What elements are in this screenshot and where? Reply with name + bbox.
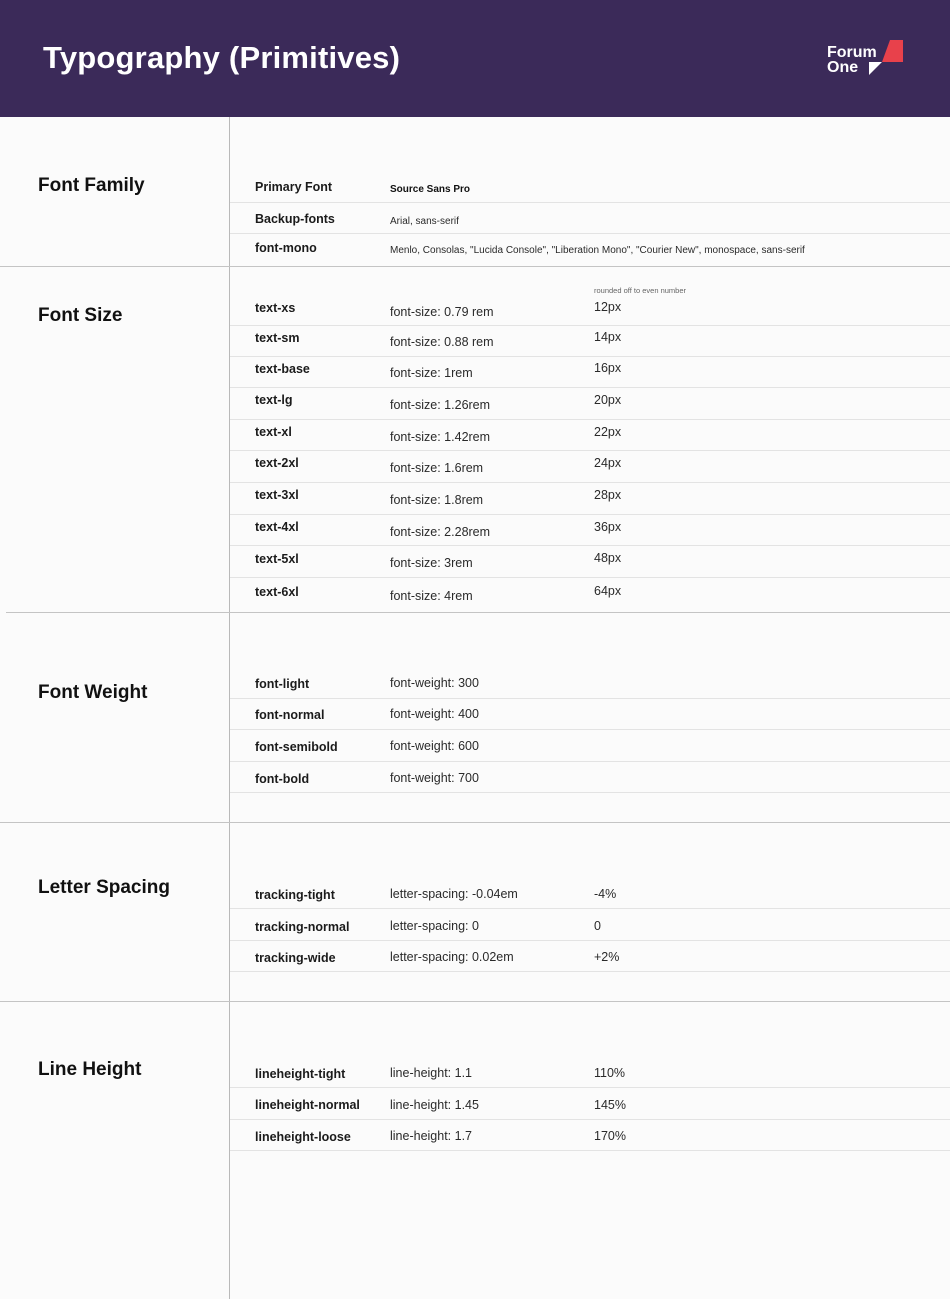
- table-row: [230, 699, 950, 730]
- token-value: font-weight: 600: [390, 739, 479, 753]
- section-divider: [0, 266, 950, 267]
- token-name: text-base: [255, 362, 310, 376]
- token-value: font-size: 3rem: [390, 556, 473, 570]
- page-title: Typography (Primitives): [43, 40, 401, 75]
- token-name: text-sm: [255, 331, 300, 345]
- logo-text-line1: Forum: [827, 44, 877, 61]
- token-px: 16px: [594, 361, 622, 375]
- token-name: tracking-wide: [255, 951, 336, 965]
- section-title-font-weight: Font Weight: [38, 682, 148, 703]
- token-value: font-weight: 700: [390, 771, 479, 785]
- table-row: [230, 357, 950, 388]
- page-header: [0, 0, 950, 117]
- token-name: text-3xl: [255, 488, 299, 502]
- token-value: font-size: 0.79 rem: [390, 305, 494, 319]
- token-name: Primary Font: [255, 180, 333, 194]
- token-px: 28px: [594, 488, 622, 502]
- token-value: letter-spacing: -0.04em: [390, 887, 518, 901]
- token-name: text-xl: [255, 425, 292, 439]
- token-name: Backup-fonts: [255, 212, 335, 226]
- section-title-font-size: Font Size: [38, 305, 123, 326]
- row-divider: [230, 1150, 950, 1151]
- row-divider: [230, 792, 950, 793]
- token-name: tracking-normal: [255, 920, 350, 934]
- row-divider: [230, 971, 950, 972]
- token-percent: -4%: [594, 887, 617, 901]
- token-percent: 110%: [594, 1066, 626, 1080]
- token-px: 24px: [594, 456, 622, 470]
- table-row: [230, 203, 950, 234]
- token-px: 64px: [594, 584, 622, 598]
- section-divider: [6, 612, 950, 613]
- token-name: text-lg: [255, 393, 293, 407]
- token-name: lineheight-normal: [255, 1098, 360, 1112]
- token-px: 20px: [594, 393, 622, 407]
- token-px: 12px: [594, 300, 622, 314]
- token-value: font-size: 1rem: [390, 366, 473, 380]
- token-name: text-6xl: [255, 585, 299, 599]
- token-name: lineheight-tight: [255, 1067, 346, 1081]
- token-value: font-size: 4rem: [390, 589, 473, 603]
- token-name: font-bold: [255, 772, 310, 786]
- token-value: font-size: 1.26rem: [390, 398, 491, 412]
- token-name: font-light: [255, 677, 310, 691]
- token-px: 48px: [594, 551, 622, 565]
- forum-one-logo: [827, 40, 907, 80]
- token-percent: 145%: [594, 1098, 626, 1112]
- table-row: [230, 451, 950, 483]
- table-row: [230, 941, 950, 972]
- table-row: [230, 730, 950, 762]
- token-px: 22px: [594, 425, 622, 439]
- table-row: [230, 1057, 950, 1088]
- table-row: [230, 546, 950, 578]
- token-name: lineheight-loose: [255, 1130, 351, 1144]
- token-name: text-xs: [255, 301, 296, 315]
- token-value: font-size: 1.42rem: [390, 430, 491, 444]
- token-value: letter-spacing: 0.02em: [390, 950, 514, 964]
- token-value: Arial, sans-serif: [390, 216, 459, 227]
- section-title-font-family: Font Family: [38, 175, 145, 196]
- token-value: Menlo, Consolas, "Lucida Console", "Liberation Mono", "Courier New", monospace, sans-serif: [390, 245, 805, 256]
- token-value: font-weight: 400: [390, 707, 479, 721]
- table-row: [230, 578, 950, 612]
- table-row: [230, 326, 950, 357]
- table-row: [230, 909, 950, 941]
- token-name: text-2xl: [255, 456, 299, 470]
- section-title-letter-spacing: Letter Spacing: [38, 877, 170, 898]
- token-px: 36px: [594, 520, 622, 534]
- token-value: font-size: 2.28rem: [390, 525, 491, 539]
- token-name: font-semibold: [255, 740, 338, 754]
- token-value: line-height: 1.7: [390, 1129, 473, 1143]
- table-row: [230, 762, 950, 793]
- token-px: 14px: [594, 330, 622, 344]
- token-name: tracking-tight: [255, 888, 335, 902]
- table-row: [230, 420, 950, 451]
- token-value: letter-spacing: 0: [390, 919, 479, 933]
- table-row: [230, 1120, 950, 1151]
- logo-flag-icon: [867, 40, 903, 76]
- token-value: font-size: 1.6rem: [390, 461, 484, 475]
- token-value: font-size: 0.88 rem: [390, 335, 494, 349]
- table-row: [230, 1088, 950, 1120]
- table-row: [230, 234, 950, 266]
- table-row: [230, 172, 950, 203]
- token-percent: 170%: [594, 1129, 626, 1143]
- token-name: font-mono: [255, 241, 317, 255]
- table-row: [230, 483, 950, 515]
- table-row: [230, 877, 950, 909]
- section-divider: [0, 822, 950, 823]
- token-value: Source Sans Pro: [390, 184, 471, 195]
- rounding-note: rounded off to even number: [594, 286, 687, 295]
- token-value: font-size: 1.8rem: [390, 493, 484, 507]
- token-percent: +2%: [594, 950, 620, 964]
- table-row: [230, 388, 950, 420]
- table-row: [230, 515, 950, 546]
- token-name: text-5xl: [255, 552, 299, 566]
- table-row: [230, 668, 950, 699]
- token-value: line-height: 1.45: [390, 1098, 479, 1112]
- table-row: [230, 294, 950, 326]
- token-percent: 0: [594, 919, 601, 933]
- token-name: font-normal: [255, 708, 325, 722]
- token-name: text-4xl: [255, 520, 299, 534]
- section-divider: [0, 1001, 950, 1002]
- section-title-line-height: Line Height: [38, 1059, 142, 1080]
- token-value: font-weight: 300: [390, 676, 479, 690]
- logo-text-line2: One: [827, 59, 859, 76]
- token-value: line-height: 1.1: [390, 1066, 473, 1080]
